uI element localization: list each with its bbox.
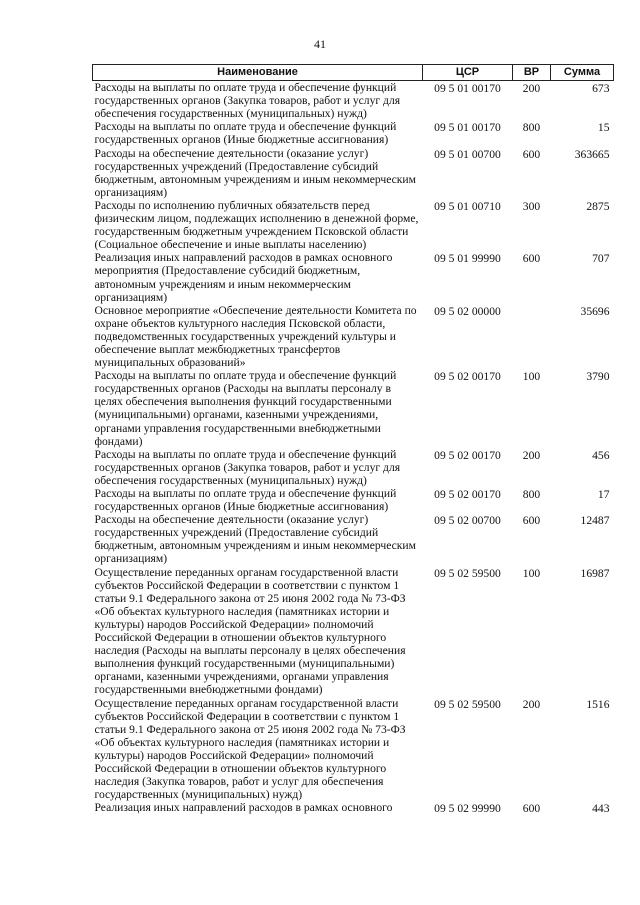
- table-row: [93, 199, 614, 251]
- row-csr: 09 5 02 00170: [434, 448, 501, 462]
- row-name: Расходы по исполнению публичных обязательств перед физическим лицом, подлежащих исполнению в денежной форме, государственным бюджетным учреждением Псковской области (Социальное обеспечение и иные выплаты населению): [94, 198, 419, 252]
- row-csr: 09 5 01 00170: [434, 121, 501, 135]
- table-row: [93, 801, 614, 815]
- row-csr: 09 5 02 59500: [434, 566, 501, 580]
- row-csr: 09 5 02 99990: [434, 802, 501, 816]
- table-row: [93, 448, 614, 487]
- row-sum: 17: [597, 488, 610, 501]
- row-sum: 363665: [574, 147, 610, 161]
- row-sum: 12487: [580, 514, 610, 528]
- table-row: [93, 697, 614, 802]
- table-row: [93, 81, 614, 121]
- row-sum: 2875: [586, 199, 610, 213]
- row-csr: 09 5 02 00700: [434, 514, 501, 528]
- row-vr: 200: [522, 448, 541, 462]
- row-csr: 09 5 02 00170: [434, 370, 501, 384]
- row-name: Основное мероприятие «Обеспечение деятельности Комитета по охране объектов культурного наследия Псковской области, подведомственных государственных учреждений культуры и обеспечение выплат межбюджетных трансфертов муниципальных образований»: [94, 303, 417, 370]
- table-row: [93, 513, 614, 565]
- row-vr: 800: [522, 121, 541, 135]
- row-vr: [513, 304, 551, 369]
- row-name: Расходы на обеспечение деятельности (оказание услуг) государственных учреждений (Предоставление субсидий бюджетным, автономным учреждениям и иным некоммерческим организациям): [94, 146, 416, 199]
- row-vr: 200: [522, 697, 541, 711]
- header-csr: ЦСР: [423, 65, 513, 81]
- row-sum: 456: [592, 448, 610, 462]
- table-row: [93, 147, 614, 199]
- row-csr: 09 5 02 00170: [434, 488, 501, 501]
- table-row: [93, 487, 614, 513]
- table-body: [93, 81, 614, 816]
- row-name: Расходы на выплаты по оплате труда и обеспечение функций государственных органов (Иные бюджетные ассигнования): [94, 487, 397, 514]
- row-name: Осуществление переданных органам государственной власти субъектов Российской Федерации в соответствии с пунктом 1 статьи 9.1 Федерального закона от 25 июня 2002 года № 73-ФЗ «Об объектах культурного наследия (памятниках истории и культуры) народов Российской Федерации» полномочий Российской Федерации в отношении объектов культурного наследия (Закупка товаров, работ и услуг для обеспечения государственных (муниципальных) нужд): [94, 696, 406, 802]
- row-sum: 707: [592, 252, 610, 266]
- table-row: [93, 251, 614, 303]
- row-name: Расходы на обеспечение деятельности (оказание услуг) государственных учреждений (Предоставление субсидий бюджетным, автономным учреждениям и иным некоммерческим организациям): [94, 513, 416, 566]
- row-vr: 100: [522, 566, 541, 580]
- budget-table-container: [92, 64, 613, 815]
- row-name: Расходы на выплаты по оплате труда и обеспечение функций государственных органов (Закупка товаров, работ и услуг для обеспечения государственных (муниципальных) нужд): [94, 447, 401, 487]
- row-csr: 09 5 01 00170: [434, 82, 501, 96]
- header-sum: Сумма: [551, 65, 614, 81]
- row-name: Расходы на выплаты по оплате труда и обеспечение функций государственных органов (Расходы на выплаты персоналу в целях обеспечения выполнения функций государственными (муниципальными) органами, казенными учреждениями, органами управления государственными внебюджетными фондами): [94, 369, 397, 448]
- row-vr: 300: [522, 199, 541, 213]
- row-sum: 443: [592, 802, 610, 816]
- row-sum: 1516: [586, 697, 610, 711]
- table-row: [93, 369, 614, 448]
- row-sum: 673: [592, 82, 610, 96]
- row-csr: 09 5 02 59500: [434, 697, 501, 711]
- row-vr: 800: [522, 488, 541, 501]
- budget-table: [92, 64, 614, 815]
- row-csr: 09 5 01 00700: [434, 147, 501, 161]
- row-vr: 600: [522, 514, 541, 528]
- row-vr: 600: [522, 252, 541, 266]
- row-csr: 09 5 02 00000: [434, 304, 501, 318]
- row-name: Осуществление переданных органам государственной власти субъектов Российской Федерации в соответствии с пунктом 1 статьи 9.1 Федерального закона от 25 июня 2002 года № 73-ФЗ «Об объектах культурного наследия (памятниках истории и культуры) народов Российской Федерации» полномочий Российской Федерации в отношении объектов культурного наследия (Расходы на выплаты персоналу в целях обеспечения выполнения функций государственными (муниципальными) органами, казенными учреждениями, органами управления государственными внебюджетными фондами): [94, 565, 406, 697]
- row-name: Реализация иных направлений расходов в рамках основного мероприятия (Предоставление субсидий бюджетным, автономным учреждениям и иным некоммерческим организациям): [94, 251, 393, 304]
- row-csr: 09 5 01 00710: [434, 199, 501, 213]
- row-csr: 09 5 01 99990: [434, 252, 501, 266]
- row-vr: 600: [522, 802, 541, 816]
- header-vr: ВР: [513, 65, 551, 81]
- row-sum: 35696: [580, 304, 610, 318]
- row-vr: 600: [522, 147, 541, 161]
- row-sum: 15: [597, 121, 610, 135]
- row-sum: 3790: [586, 370, 610, 384]
- table-row: [93, 120, 614, 146]
- header-row: [93, 65, 614, 81]
- row-vr: 200: [522, 82, 541, 96]
- table-row: [93, 304, 614, 369]
- row-name: Расходы на выплаты по оплате труда и обеспечение функций государственных органов (Закупка товаров, работ и услуг для обеспечения государственных (муниципальных) нужд): [94, 81, 401, 121]
- row-sum: 16987: [580, 566, 610, 580]
- row-vr: 100: [522, 370, 541, 384]
- table-header: [93, 65, 614, 81]
- row-name: Реализация иных направлений расходов в рамках основного: [94, 801, 393, 815]
- row-name: Расходы на выплаты по оплате труда и обеспечение функций государственных органов (Иные бюджетные ассигнования): [94, 120, 397, 147]
- header-name: Наименование: [93, 65, 423, 81]
- page-number: 41: [314, 37, 326, 51]
- table-row: [93, 566, 614, 697]
